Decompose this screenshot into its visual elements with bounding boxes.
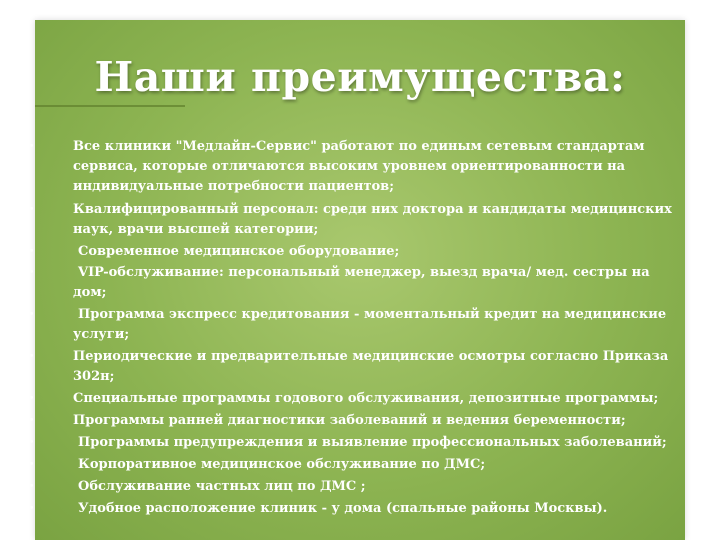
list-item — [29, 263, 685, 305]
list-item-text: Программа экспресс кредитования - моментальный кредит на медицинские услуги; — [73, 307, 667, 342]
bullet-icon: • — [29, 460, 35, 470]
advantages-list — [29, 137, 685, 521]
list-item-text: Все клиники "Медлайн-Сервис" работают по единым сетевым стандартам сервиса, которые отличаются высоким уровнем ориентированности на индивидуальные потребности пациентов; — [73, 139, 645, 194]
bullet-icon: • — [29, 310, 35, 320]
bullet-icon: • — [29, 142, 35, 152]
bullet-icon: • — [29, 268, 35, 278]
list-item — [29, 200, 685, 242]
title-area — [35, 20, 685, 111]
list-item-text: Периодические и предварительные медицинские осмотры согласно Приказа 302н; — [73, 349, 669, 384]
list-item — [29, 433, 685, 455]
bullet-icon: • — [29, 247, 35, 257]
title-underline — [35, 105, 185, 107]
bullet-icon: • — [29, 504, 35, 514]
bullet-icon: • — [29, 482, 35, 492]
bullet-icon: • — [29, 352, 35, 362]
bullet-icon: • — [29, 416, 35, 426]
slide-title: Наши преимущества: — [94, 53, 626, 101]
list-item — [29, 347, 685, 389]
list-item-text: Специальные программы годового обслуживания, депозитные программы; — [73, 391, 659, 406]
list-item — [29, 455, 685, 477]
slide — [29, 20, 685, 540]
bullet-icon: • — [29, 438, 35, 448]
bullet-icon: • — [29, 394, 35, 404]
list-item — [29, 477, 685, 499]
list-item-text: Обслуживание частных лиц по ДМС ; — [78, 479, 366, 494]
bullet-icon: • — [29, 205, 35, 215]
list-item-text: VIP-обслуживание: персональный менеджер, выезд врача/ мед. сестры на дом; — [73, 265, 650, 300]
list-item — [29, 305, 685, 347]
list-item — [29, 499, 685, 521]
list-item — [29, 411, 685, 433]
list-item — [29, 137, 685, 200]
list-item-text: Современное медицинское оборудование; — [78, 244, 400, 259]
list-item-text: Корпоративное медицинское обслуживание по ДМС; — [78, 457, 486, 472]
list-item-text: Программы предупреждения и выявление профессиональных заболеваний; — [78, 435, 667, 450]
list-item-text: Удобное расположение клиник - у дома (спальные районы Москвы). — [78, 501, 608, 516]
list-item — [29, 389, 685, 411]
list-item — [29, 242, 685, 263]
list-item-text: Программы ранней диагностики заболеваний и ведения беременности; — [73, 413, 626, 428]
list-item-text: Квалифицированный персонал: среди них доктора и кандидаты медицинских наук, врачи высшей категории; — [73, 202, 672, 237]
